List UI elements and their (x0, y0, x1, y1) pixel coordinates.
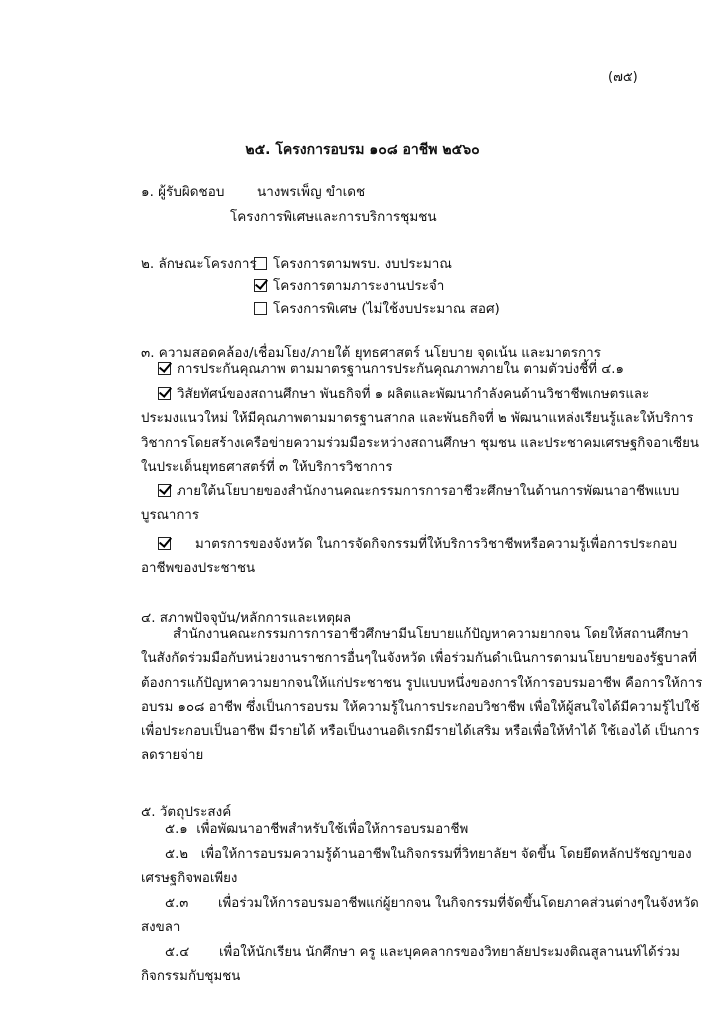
checkbox-checked-icon (158, 387, 171, 400)
project-title: ๒๕. โครงการอบรม ๑๐๘ อาชีพ ๒๕๖๐ (245, 142, 480, 158)
s2-option-2: โครงการพิเศษ (ไม่ใช้งบประมาณ สอศ) (254, 297, 500, 319)
s2-option-1: โครงการตามภาระงานประจำ (254, 274, 444, 296)
s5-item-1: ๕.๑ เพื่อพัฒนาอาชีพสำหรับใช้เพื่อให้การอบรมอาชีพ (165, 822, 469, 837)
s3-label: ๓. ความสอดคล้อง/เชื่อมโยง/ภายใต้ ยุทธศาสตร์ นโยบาย จุดเน้น และมาตรการ (141, 345, 601, 361)
s3-item-0: การประกันคุณภาพ ตามมาตรฐานการประกันคุณภาพภายใน ตามตัวบ่งชี้ที่ ๔.๑ (141, 358, 641, 382)
checkbox-checked-icon (158, 362, 171, 375)
page-number: (๗๕) (608, 70, 638, 85)
s4-label: ๔. สภาพปัจจุบัน/หลักการและเหตุผล (141, 610, 352, 626)
s5-item-2: ๕.๒ เพื่อให้การอบรมความรู้ด้านอาชีพในกิจกรรมที่วิทยาลัยฯ จัดขึ้น โดยยึดหลักปรัชญาของ เศรษฐกิจพอเพียง (141, 847, 692, 887)
s3-item-2: ภายใต้นโยบายของสำนักงานคณะกรรมการการอาชีวะศึกษาในด้านการพัฒนาอาชีพแบบ บูรณาการ (141, 484, 680, 524)
checkbox-checked-icon (158, 537, 171, 550)
s1-label: ๑. ผู้รับผิดชอบ (141, 184, 225, 200)
s1-responsible-unit: โครงการพิเศษและการบริการชุมชน (230, 209, 437, 225)
s3-item-1: วิสัยทัศน์ของสถานศึกษา พันธกิจที่ ๑ ผลิตและพัฒนากำลังคนด้านวิชาชีพเกษตรและ ประมงแนวใหม่ ให้มีคุณภาพตามมาตรฐานสากล และพันธกิจที่ ๒ พัฒนาแหล่งเรียนรู้และให้บริการ วิชาการโดยสร้างเครือข่ายความร่วมมือระหว่างสถานศึกษา ชุมชน และประชาคมเศรษฐกิจอาเซียน ในประเด็นยุทธศาสตร์ที่ ๓ ให้บริการวิชาการ (141, 387, 700, 475)
s1-responsible-name: นางพรเพ็ญ ขำเดช (257, 184, 366, 200)
s2-option-0: โครงการตามพรบ. งบประมาณ (254, 252, 452, 274)
s4-paragraph: สำนักงานคณะกรรมการการอาชีวศึกษามีนโยบายแก้ปัญหาความยากจน โดยให้สถานศึกษา ในสังกัดร่วมมือกับหน่วยงานราชการอื่นๆในจังหวัด เพื่อร่วมกันดำเนินการตามนโยบายของรัฐบาลที่ ต้องการแก้ปัญหาความยากจนให้แก่ประชาชน รูปแบบหนึ่งของการให้การอบรมอาชีพ คือการให้การ อบรม ๑๐๘ อาชีพ ซึ่งเป็นการอบรม ให้ความรู้ในการประกอบวิชาชีพ เพื่อให้ผู้สนใจได้มีความรู้ไปใช้ เพื่อประกอบเป็นอาชีพ มีรายได้ หรือเป็นงานอดิเรกมีรายได้เสริม หรือเพื่อให้ทำได้ ใช้เองได้ เป็นการ ลดรายจ่าย (141, 627, 703, 764)
checkbox-unchecked-icon (254, 302, 267, 315)
s5-item-4: ๕.๔ เพื่อให้นักเรียน นักศึกษา ครู และบุคคลากรของวิทยาลัยประมงติณสูลานนท์ได้ร่วม กิจกรรมกับชุมชน (141, 945, 681, 985)
checkbox-checked-icon (254, 279, 267, 292)
s5-label: ๕. วัตถุประสงค์ (141, 804, 232, 820)
checkbox-unchecked-icon (254, 257, 267, 270)
s5-item-3: ๕.๓ เพื่อร่วมให้การอบรมอาชีพแก่ผู้ยากจน ในกิจกรรมที่จัดขึ้นโดยภาคส่วนต่างๆในจังหวัด สงขลา (141, 896, 699, 936)
checkbox-checked-icon (158, 484, 171, 497)
s3-item-3: มาตรการของจังหวัด ในการจัดกิจกรรมที่ให้บริการวิชาชีพหรือความรู้เพื่อการประกอบ อาชีพของประชาชน (141, 537, 678, 577)
s2-label: ๒. ลักษณะโครงการ (141, 256, 257, 272)
